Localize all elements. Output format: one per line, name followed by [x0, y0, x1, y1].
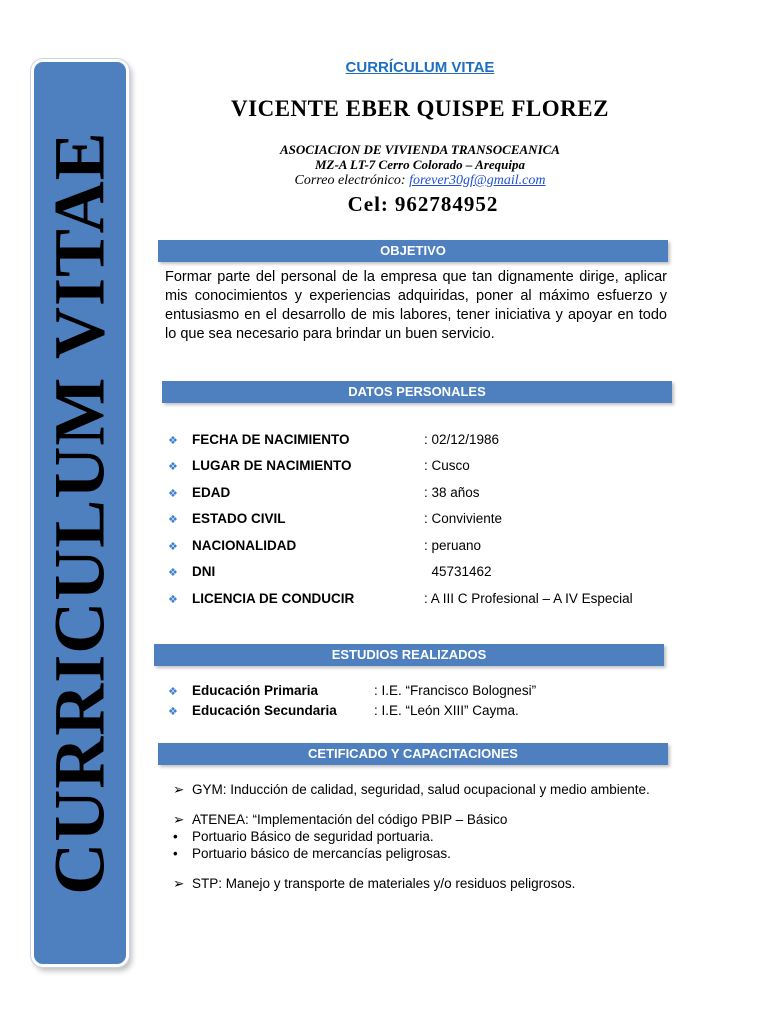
personal-data-row	[168, 485, 688, 503]
section-heading-objetivo: OBJETIVO	[158, 240, 668, 262]
address-line-1: ASOCIACION DE VIVIENDA TRANSOCEANICA	[280, 142, 560, 157]
certificate-text: ATENEA: “Implementación del código PBIP – Básico	[192, 812, 508, 827]
diamond-bullet-icon: ❖	[168, 567, 178, 579]
phone-label: Cel:	[347, 192, 389, 216]
person-name: VICENTE EBER QUISPE FLOREZ	[231, 96, 609, 121]
objective-text: Formar parte del personal de la empresa que tan dignamente dirige, aplicar mis conocimientos y experiencias adquiridas, poner al máximo esfuerzo y entusiasmo en el desarrollo de mis labores, tener iniciativa y apoyar en todo lo que sea necesario para brindar un buen servicio.	[165, 269, 667, 342]
row-value: : peruano	[424, 538, 482, 553]
address-line-2: MZ-A LT-7 Cerro Colorado – Arequipa	[314, 157, 526, 172]
diamond-bullet-icon: ❖	[168, 541, 178, 553]
document-title: CURRÍCULUM VITAE	[345, 59, 495, 76]
diamond-bullet-icon: ❖	[168, 488, 178, 500]
row-label: EDAD	[192, 485, 231, 500]
row-value: : Cusco	[424, 458, 470, 473]
email-link[interactable]: forever30gf@gmail.com	[409, 173, 546, 188]
row-value: : I.E. “Francisco Bolognesi”	[374, 683, 537, 698]
certificate-text: Portuario básico de mercancías peligrosas.	[192, 846, 451, 861]
diamond-bullet-icon: ❖	[168, 461, 178, 473]
row-value: : 38 años	[424, 485, 480, 500]
row-label: DNI	[192, 564, 216, 579]
personal-data-row	[168, 458, 688, 476]
diamond-bullet-icon: ❖	[168, 594, 178, 606]
row-label: FECHA DE NACIMIENTO	[192, 432, 350, 447]
diamond-bullet-icon: ❖	[168, 514, 178, 526]
row-value: : 02/12/1986	[424, 432, 500, 447]
certificate-text: Portuario Básico de seguridad portuaria.	[192, 829, 434, 844]
dot-bullet-icon: •	[173, 846, 178, 861]
row-label: NACIONALIDAD	[192, 538, 297, 553]
education-row	[168, 683, 688, 701]
personal-data-row	[168, 564, 688, 582]
personal-data-row	[168, 511, 688, 529]
phone-line	[170, 192, 670, 217]
sidebar-title: CURRICULUM VITAE	[39, 131, 120, 895]
section-heading-certificados: CETIFICADO Y CAPACITACIONES	[158, 743, 668, 765]
row-label: LICENCIA DE CONDUCIR	[192, 591, 355, 606]
phone-number: 962784952	[394, 192, 499, 216]
section-heading-datos: DATOS PERSONALES	[162, 381, 672, 403]
personal-data-row	[168, 591, 688, 609]
diamond-bullet-icon: ❖	[168, 686, 178, 698]
sidebar-banner	[31, 59, 129, 967]
personal-data-row	[168, 432, 688, 450]
arrow-bullet-icon: ➢	[173, 812, 185, 827]
row-label: ESTADO CIVIL	[192, 511, 286, 526]
certificate-text: STP: Manejo y transporte de materiales y/o residuos peligrosos.	[192, 876, 576, 891]
row-label: LUGAR DE NACIMIENTO	[192, 458, 352, 473]
row-label: Educación Secundaria	[192, 703, 337, 718]
personal-data-row	[168, 538, 688, 556]
diamond-bullet-icon: ❖	[168, 435, 178, 447]
arrow-bullet-icon: ➢	[173, 876, 185, 891]
arrow-bullet-icon: ➢	[173, 782, 185, 797]
section-heading-estudios: ESTUDIOS REALIZADOS	[154, 644, 664, 666]
row-value: 45731462	[424, 564, 492, 579]
email-line	[170, 173, 670, 189]
certificate-text: GYM: Inducción de calidad, seguridad, salud ocupacional y medio ambiente.	[192, 782, 650, 797]
education-row	[168, 703, 688, 721]
row-value: : I.E. “León XIII” Cayma.	[374, 703, 519, 718]
row-label: Educación Primaria	[192, 683, 319, 698]
dot-bullet-icon: •	[173, 829, 178, 844]
row-value: : Conviviente	[424, 511, 503, 526]
diamond-bullet-icon: ❖	[168, 706, 178, 718]
email-label: Correo electrónico:	[294, 173, 406, 188]
row-value: : A III C Profesional – A IV Especial	[424, 591, 633, 606]
